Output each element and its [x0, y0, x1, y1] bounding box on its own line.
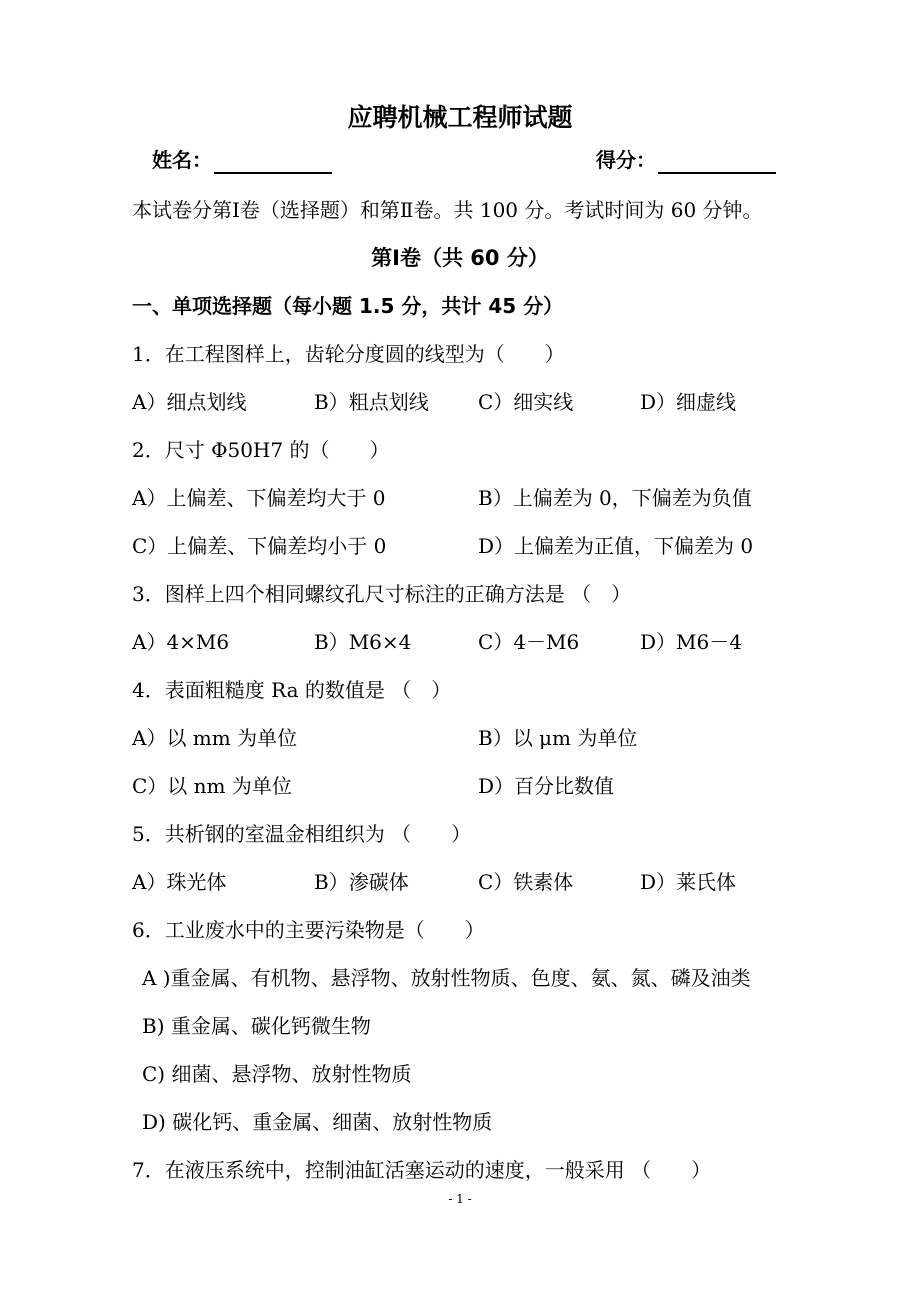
option-d: D）M6－4 [640, 630, 742, 654]
question-stem: 6．工业废水中的主要污染物是（ ） [132, 918, 485, 942]
option-b: B）粗点划线 [314, 390, 429, 414]
option-d: D) 碳化钙、重金属、细菌、放射性物质 [142, 1110, 493, 1134]
option-d: D）上偏差为正值，下偏差为 0 [478, 534, 754, 558]
option-a: A）珠光体 [132, 870, 227, 894]
section-title: 一、单项选择题（每小题 1.5 分，共计 45 分） [132, 294, 564, 318]
question-stem: 7．在液压系统中，控制油缸活塞运动的速度，一般采用 （ ） [132, 1158, 712, 1182]
score-field [596, 146, 776, 174]
option-b: B）以 μm 为单位 [478, 726, 638, 750]
question-stem: 5．共析钢的室温金相组织为 （ ） [132, 822, 472, 846]
page-number: - 1 - [448, 1192, 472, 1206]
option-b: B) 重金属、碳化钙微生物 [142, 1014, 371, 1038]
question-stem: 3．图样上四个相同螺纹孔尺寸标注的正确方法是 （ ） [132, 582, 632, 606]
page-title: 应聘机械工程师试题 [347, 103, 573, 132]
name-field [152, 146, 332, 174]
score-label: 得分： [596, 148, 656, 172]
question-stem: 4．表面粗糙度 Ra 的数值是 （ ） [132, 678, 452, 702]
option-d: D）细虚线 [640, 390, 737, 414]
option-c: C）4－M6 [478, 630, 580, 654]
option-d: D）莱氏体 [640, 870, 737, 894]
option-a: A）细点划线 [132, 390, 247, 414]
option-b: B）渗碳体 [314, 870, 409, 894]
name-blank[interactable] [214, 150, 332, 174]
option-a: A）4×M6 [132, 630, 230, 654]
question-stem: 1．在工程图样上，齿轮分度圆的线型为（ ） [132, 342, 565, 366]
option-a: A )重金属、有机物、悬浮物、放射性物质、色度、氨、氮、磷及油类 [142, 966, 751, 990]
option-c: C）以 nm 为单位 [132, 774, 292, 798]
option-b: B）上偏差为 0，下偏差为负值 [478, 486, 752, 510]
option-c: C) 细菌、悬浮物、放射性物质 [142, 1062, 412, 1086]
option-a: A）以 mm 为单位 [132, 726, 298, 750]
option-c: C）细实线 [478, 390, 574, 414]
option-b: B）M6×4 [314, 630, 412, 654]
option-c: C）上偏差、下偏差均小于 0 [132, 534, 387, 558]
question-stem: 2．尺寸 Φ50H7 的（ ） [132, 438, 390, 462]
volume-title: 第Ⅰ卷（共 60 分） [371, 246, 549, 270]
option-a: A）上偏差、下偏差均大于 0 [132, 486, 386, 510]
name-label: 姓名： [152, 148, 212, 172]
option-d: D）百分比数值 [478, 774, 615, 798]
score-blank[interactable] [658, 150, 776, 174]
option-c: C）铁素体 [478, 870, 574, 894]
intro-text: 本试卷分第Ⅰ卷（选择题）和第Ⅱ卷。共 100 分。考试时间为 60 分钟。 [132, 198, 763, 222]
